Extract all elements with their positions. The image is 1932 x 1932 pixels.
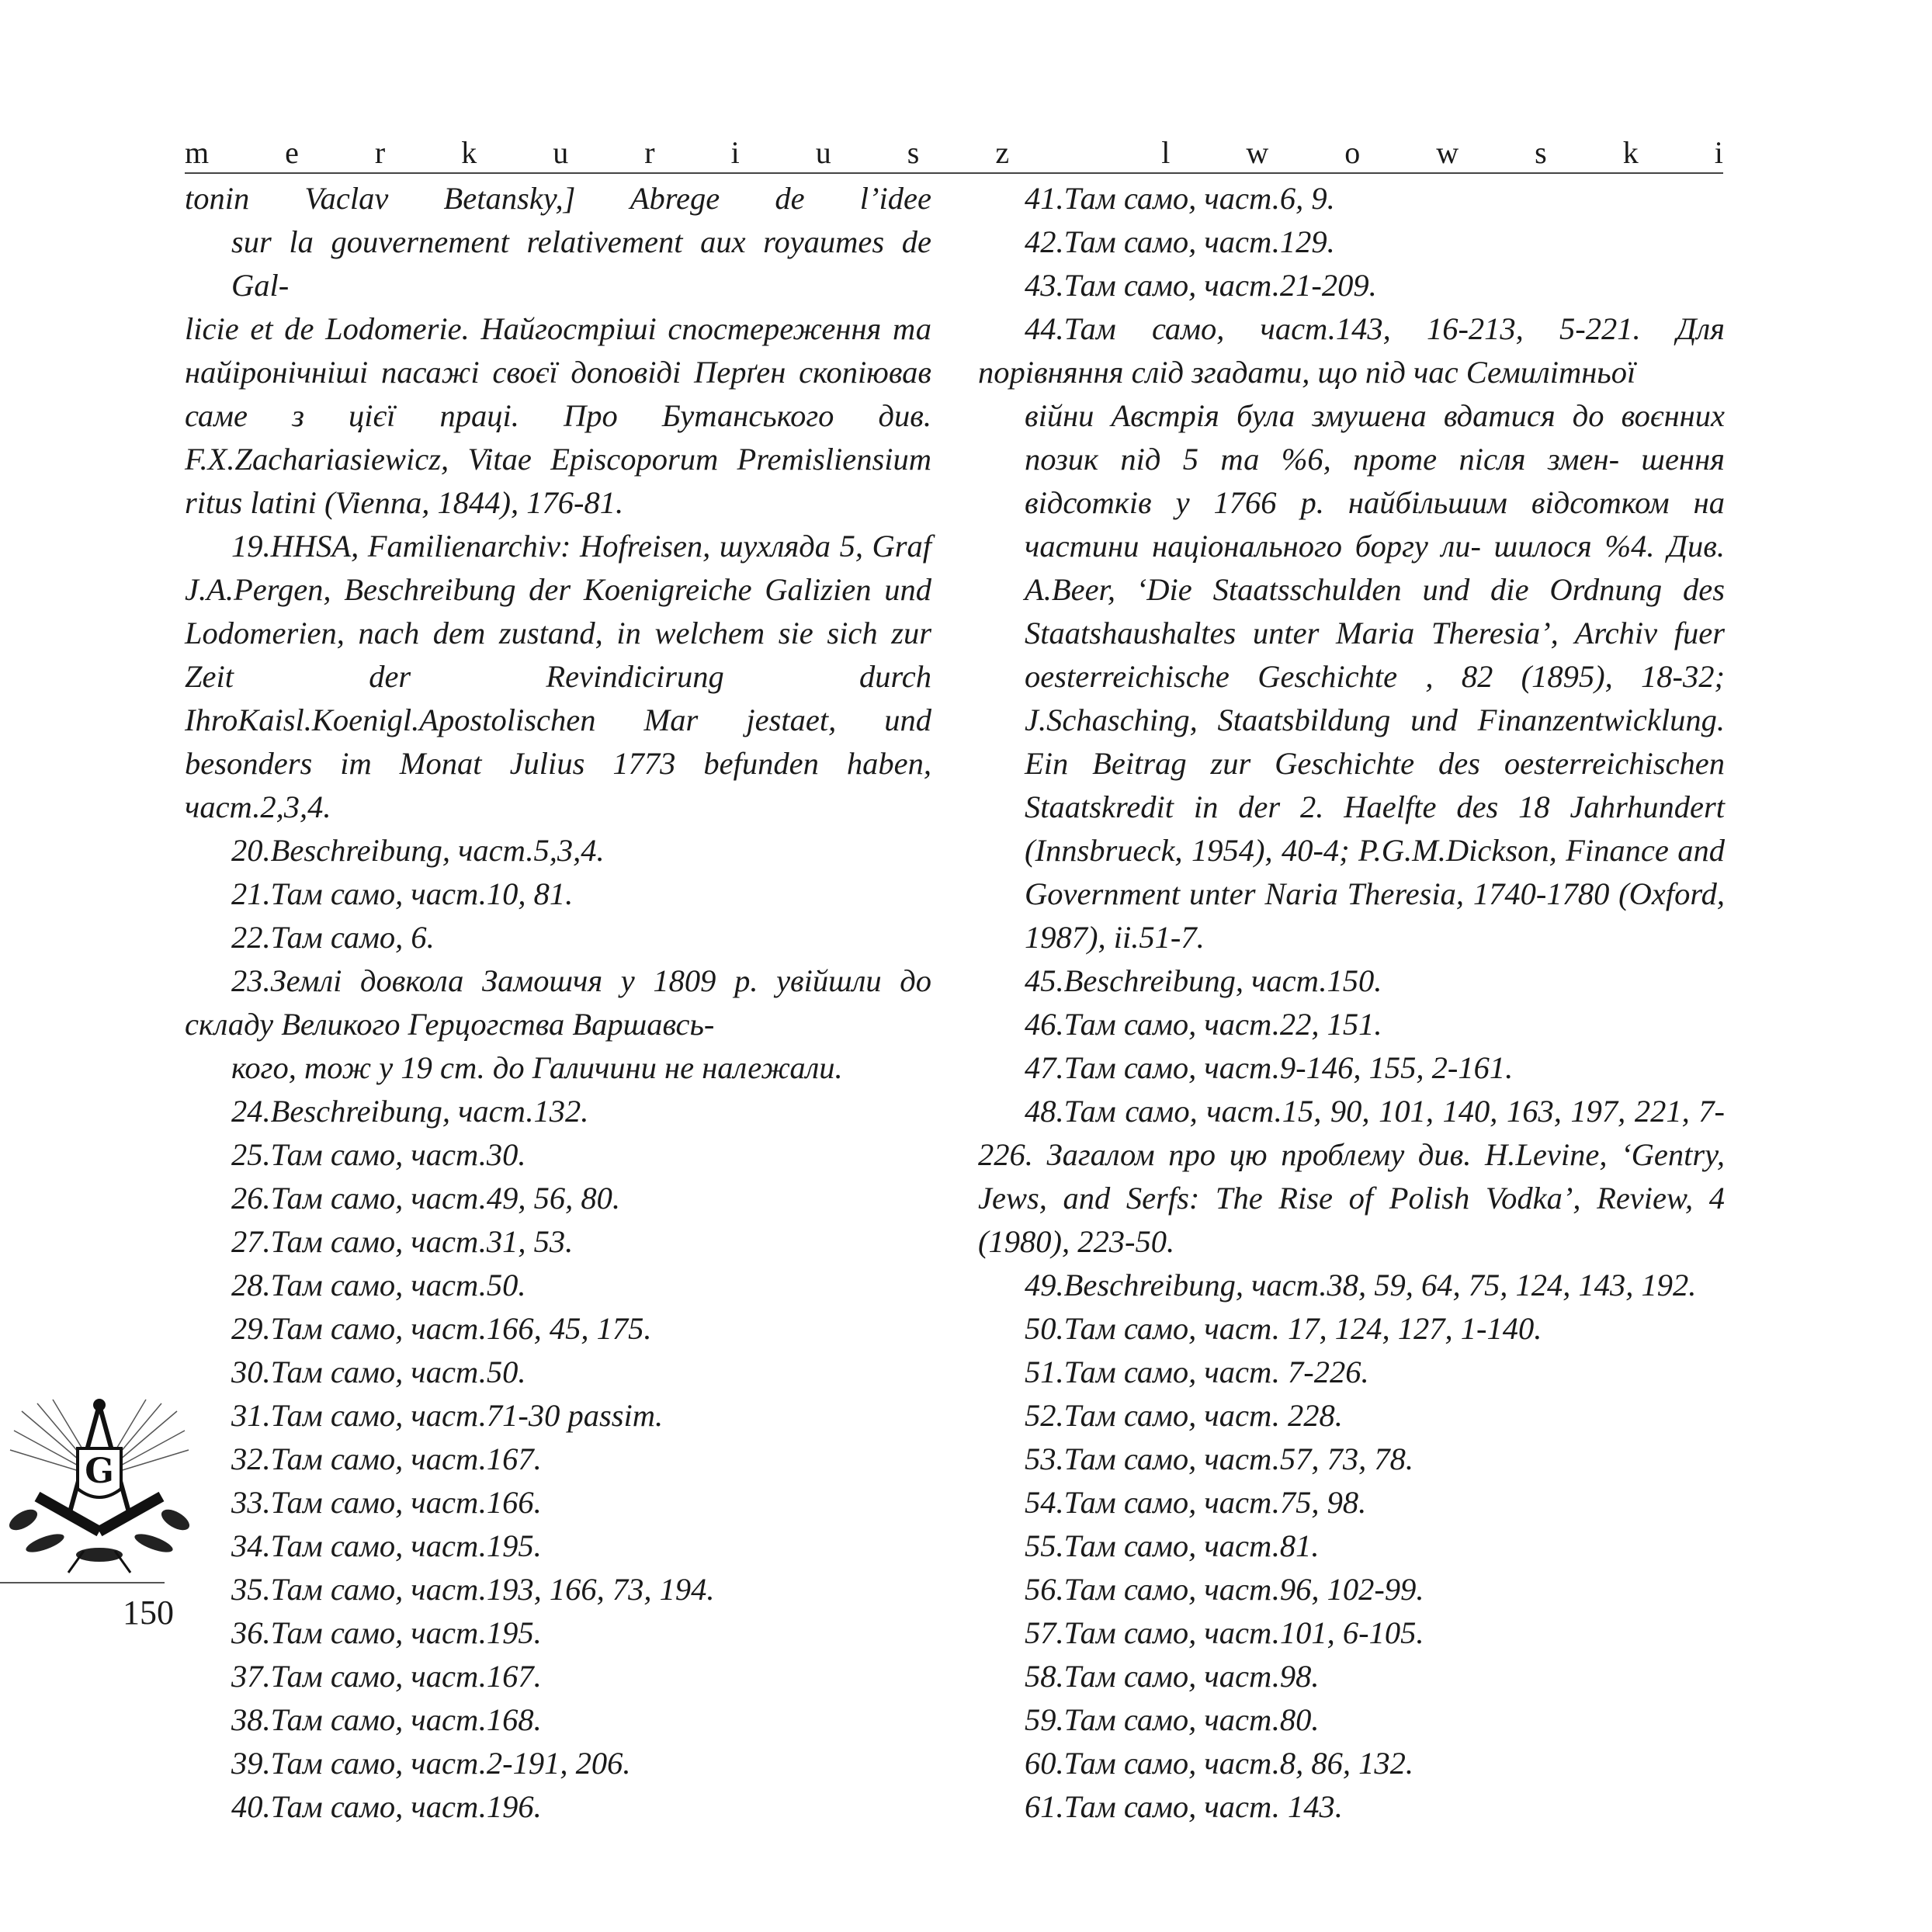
footnote-paragraph: 38.Там само, част.168. (231, 1702, 542, 1737)
footnote-paragraph: 59.Там само, част.80. (1025, 1702, 1320, 1737)
running-head-letter: i (730, 134, 740, 170)
header-rule (185, 172, 1723, 174)
footnote-paragraph: 56.Там само, част.96, 102-99. (1025, 1572, 1424, 1607)
footnote-paragraph: 35.Там само, част.193, 166, 73, 194. (231, 1572, 715, 1607)
footnote-paragraph: 52.Там само, част. 228. (1025, 1398, 1343, 1433)
footnote-paragraph: 19.HHSA, Familienarchiv: Hofreisen, шухляда 5, Graf J.A.Pergen, Beschreibung der Koenigreiche Galizien und Lodomerien, nach dem zustand, in welchem sie sich zur Zeit der Revindicirung durch IhroKaisl.Koenigl.Apostolischen Mar jestaet, und besonders im Monat Julius 1773 befunden haben, част.2,3,4. (185, 529, 931, 824)
running-head-letter: k (461, 134, 477, 170)
footnote-paragraph: 57.Там само, част.101, 6-105. (1025, 1615, 1424, 1650)
footnote-paragraph: 29.Там само, част.166, 45, 175. (231, 1311, 652, 1346)
footnote-paragraph: 54.Там само, част.75, 98. (1025, 1485, 1367, 1520)
running-head-letter: u (815, 134, 831, 170)
page-number-rule (0, 1582, 165, 1583)
footnote-paragraph: tonin Vaclav Betansky,] Abrege de l’idee (185, 181, 931, 216)
footnote-paragraph: 48.Там само, част.15, 90, 101, 140, 163, 197, 221, 7-226. Загалом про цю проблему див. H.Levine, ‘Gentry, Jews, and Serfs: The Rise of Polish Vodka’, Review, 4 (1980), 223-50. (978, 1094, 1725, 1259)
footnote-paragraph: 26.Там само, част.49, 56, 80. (231, 1181, 620, 1216)
right-column (978, 177, 1725, 1829)
running-head-letter: l (1161, 134, 1171, 170)
footnote-paragraph: війни Австрія була змушена вдатися до воєнних позик під 5 та %6, проте після змен- шення відсотків у 1766 р. найбільшим відсотком на частини національного боргу ли- шилося %4. Див. A.Beer, ‘Die Staatsschulden und die Ordnung des Staatshaushaltes unter Maria Theresia’, Archiv fuer oesterreichische Geschichte , 82 (1895), 18-32; J.Schasching, Staatsbildung und Finanzentwicklung. Ein Beitrag zur Geschichte des oesterreichischen Staatskredit in der 2. Haelfte des 18 Jahrhundert (Innsbrueck, 1954), 40-4; P.G.M.Dickson, Finance and Government unter Naria Theresia, 1740-1780 (Oxford, 1987), ii.51-7. (1025, 398, 1725, 955)
footnote-paragraph: 42.Там само, част.129. (1025, 224, 1335, 259)
footnote-paragraph: 45.Beschreibung, част.150. (1025, 963, 1382, 998)
footnote-paragraph: 41.Там само, част.6, 9. (1025, 181, 1335, 216)
footnote-paragraph: 55.Там само, част.81. (1025, 1528, 1320, 1563)
running-head-letter: e (285, 134, 299, 170)
footnote-paragraph: 60.Там само, част.8, 86, 132. (1025, 1746, 1413, 1781)
footnote-paragraph: 20.Beschreibung, част.5,3,4. (231, 833, 605, 868)
running-head-letter: r (644, 134, 655, 170)
footnote-paragraph: 27.Там само, част.31, 53. (231, 1224, 574, 1259)
running-head-letter: z (995, 134, 1010, 170)
footnote-paragraph: 22.Там само, 6. (231, 920, 435, 955)
footnote-paragraph: 33.Там само, част.166. (231, 1485, 542, 1520)
footnote-paragraph: 36.Там само, част.195. (231, 1615, 542, 1650)
footnote-paragraph: 21.Там само, част.10, 81. (231, 876, 574, 911)
footnote-paragraph: 40.Там само, част.196. (231, 1789, 542, 1824)
running-head-letter: w (1246, 134, 1269, 170)
footnote-paragraph: 32.Там само, част.167. (231, 1441, 542, 1476)
left-column (185, 177, 931, 1829)
footnote-paragraph: 53.Там само, част.57, 73, 78. (1025, 1441, 1413, 1476)
footnote-paragraph: 28.Там само, част.50. (231, 1268, 526, 1302)
footnote-paragraph: 23.Землі довкола Замошчя у 1809 р. увійшли до складу Великого Герцогства Варшавсь- (185, 963, 931, 1042)
masonic-emblem-icon (6, 1396, 193, 1574)
footnote-paragraph: 30.Там само, част.50. (231, 1354, 526, 1389)
running-head-letter: w (1436, 134, 1459, 170)
footnote-paragraph: 44.Там само, част.143, 16-213, 5-221. Для порівняння слід згадати, що під час Семилітньої (978, 311, 1725, 390)
running-head-letter: o (1344, 134, 1361, 170)
running-head-letter: i (1714, 134, 1723, 170)
footnote-paragraph: 61.Там само, част. 143. (1025, 1789, 1343, 1824)
footnote-paragraph: 51.Там само, част. 7-226. (1025, 1354, 1369, 1389)
svg-text:G: G (85, 1452, 114, 1491)
footnote-paragraph: 58.Там само, част.98. (1025, 1659, 1320, 1694)
footnote-paragraph: 31.Там само, част.71-30 passim. (231, 1398, 664, 1433)
footnote-paragraph: кого, тож у 19 ст. до Галичини не належали. (231, 1050, 843, 1085)
footnote-paragraph: 37.Там само, част.167. (231, 1659, 542, 1694)
footnote-paragraph: 49.Beschreibung, част.38, 59, 64, 75, 124, 143, 192. (1025, 1268, 1697, 1302)
running-head-letter: s (1535, 134, 1547, 170)
footnote-paragraph: 50.Там само, част. 17, 124, 127, 1-140. (1025, 1311, 1542, 1346)
footnote-paragraph: sur la gouvernement relativement aux royaumes de Gal- (231, 224, 931, 303)
footnote-paragraph: 24.Beschreibung, част.132. (231, 1094, 589, 1129)
footnote-paragraph: 47.Там само, част.9-146, 155, 2-161. (1025, 1050, 1514, 1085)
running-head-letter: u (553, 134, 569, 170)
running-head-letter: s (907, 134, 920, 170)
running-head-letter: k (1622, 134, 1639, 170)
footnote-paragraph: 46.Там само, част.22, 151. (1025, 1007, 1382, 1042)
footnote-paragraph: 34.Там само, част.195. (231, 1528, 542, 1563)
footnote-paragraph: licie et de Lodomerie. Найгостріші спостереження та найіронічніші пасажі своєї доповіді Перґен скопіював саме з цієї праці. Про Бутанського див. F.X.Zachariasiewicz, Vitae Episcoporum Premisliensium ritus latini (Vienna, 1844), 176-81. (185, 311, 931, 520)
running-head (185, 134, 1723, 171)
footnote-paragraph: 39.Там само, част.2-191, 206. (231, 1746, 631, 1781)
running-head-letter: r (374, 134, 386, 170)
running-head-letter: m (185, 134, 210, 170)
footnote-paragraph: 25.Там само, част.30. (231, 1137, 526, 1172)
page-number: 150 (123, 1594, 174, 1632)
footnote-paragraph: 43.Там само, част.21-209. (1025, 268, 1377, 303)
